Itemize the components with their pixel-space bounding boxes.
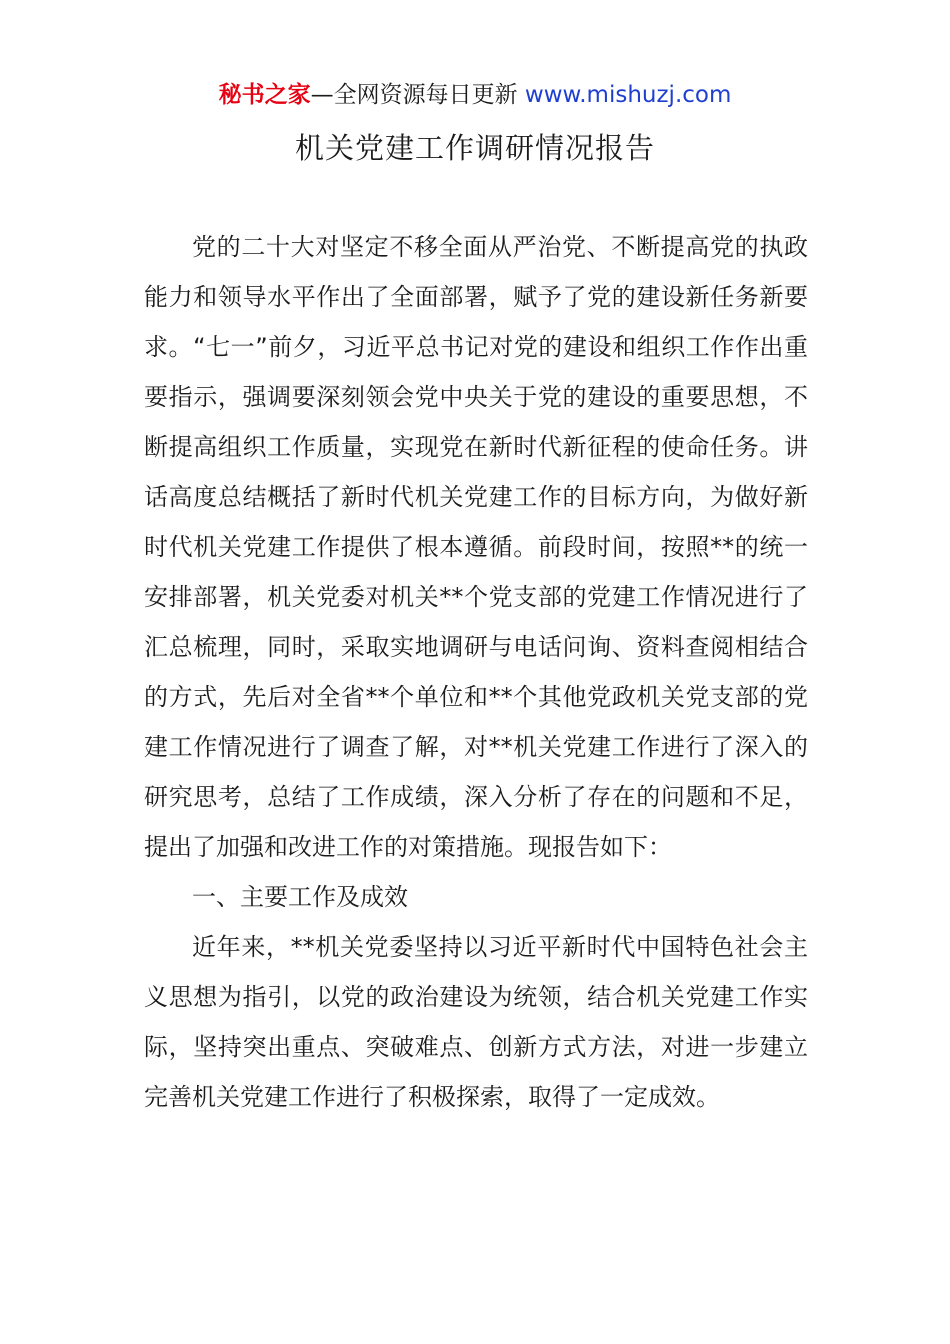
section-paragraph: 近年来，**机关党委坚持以习近平新时代中国特色社会主义思想为指引，以党的政治建设为统领，结合机关党建工作实际，坚持突出重点、突破难点、创新方式方法，对进一步建立完善机关党建工作进行了积极探索，取得了一定成效。 [144,933,808,1111]
site-header [0,78,950,112]
section-heading: 一、主要工作及成效 [192,883,408,911]
document-title: 机关党建工作调研情况报告 [294,131,655,165]
document-body [144,222,808,1122]
intro-paragraph: 党的二十大对坚定不移全面从严治党、不断提高党的执政能力和领导水平作出了全面部署，赋予了党的建设新任务新要求。“七一”前夕，习近平总书记对党的建设和组织工作作出重要指示，强调要深刻领会党中央关于党的建设的重要思想，不断提高组织工作质量，实现党在新时代新征程的使命任务。讲话高度总结概括了新时代机关党建工作的目标方向，为做好新时代机关党建工作提供了根本遵循。前段时间，按照**的统一安排部署，机关党委对机关**个党支部的党建工作情况进行了汇总梳理，同时，采取实地调研与电话问询、资料查阅相结合的方式，先后对全省**个单位和**个其他党政机关党支部的党建工作情况进行了调查了解，对**机关党建工作进行了深入的研究思考，总结了工作成绩，深入分析了存在的问题和不足，提出了加强和改进工作的对策措施。现报告如下： [144,233,808,861]
site-brand: 秘书之家 [218,82,311,108]
site-url-link[interactable]: www.mishuzj.com [524,82,732,108]
site-tagline: —全网资源每日更新 [310,82,525,108]
